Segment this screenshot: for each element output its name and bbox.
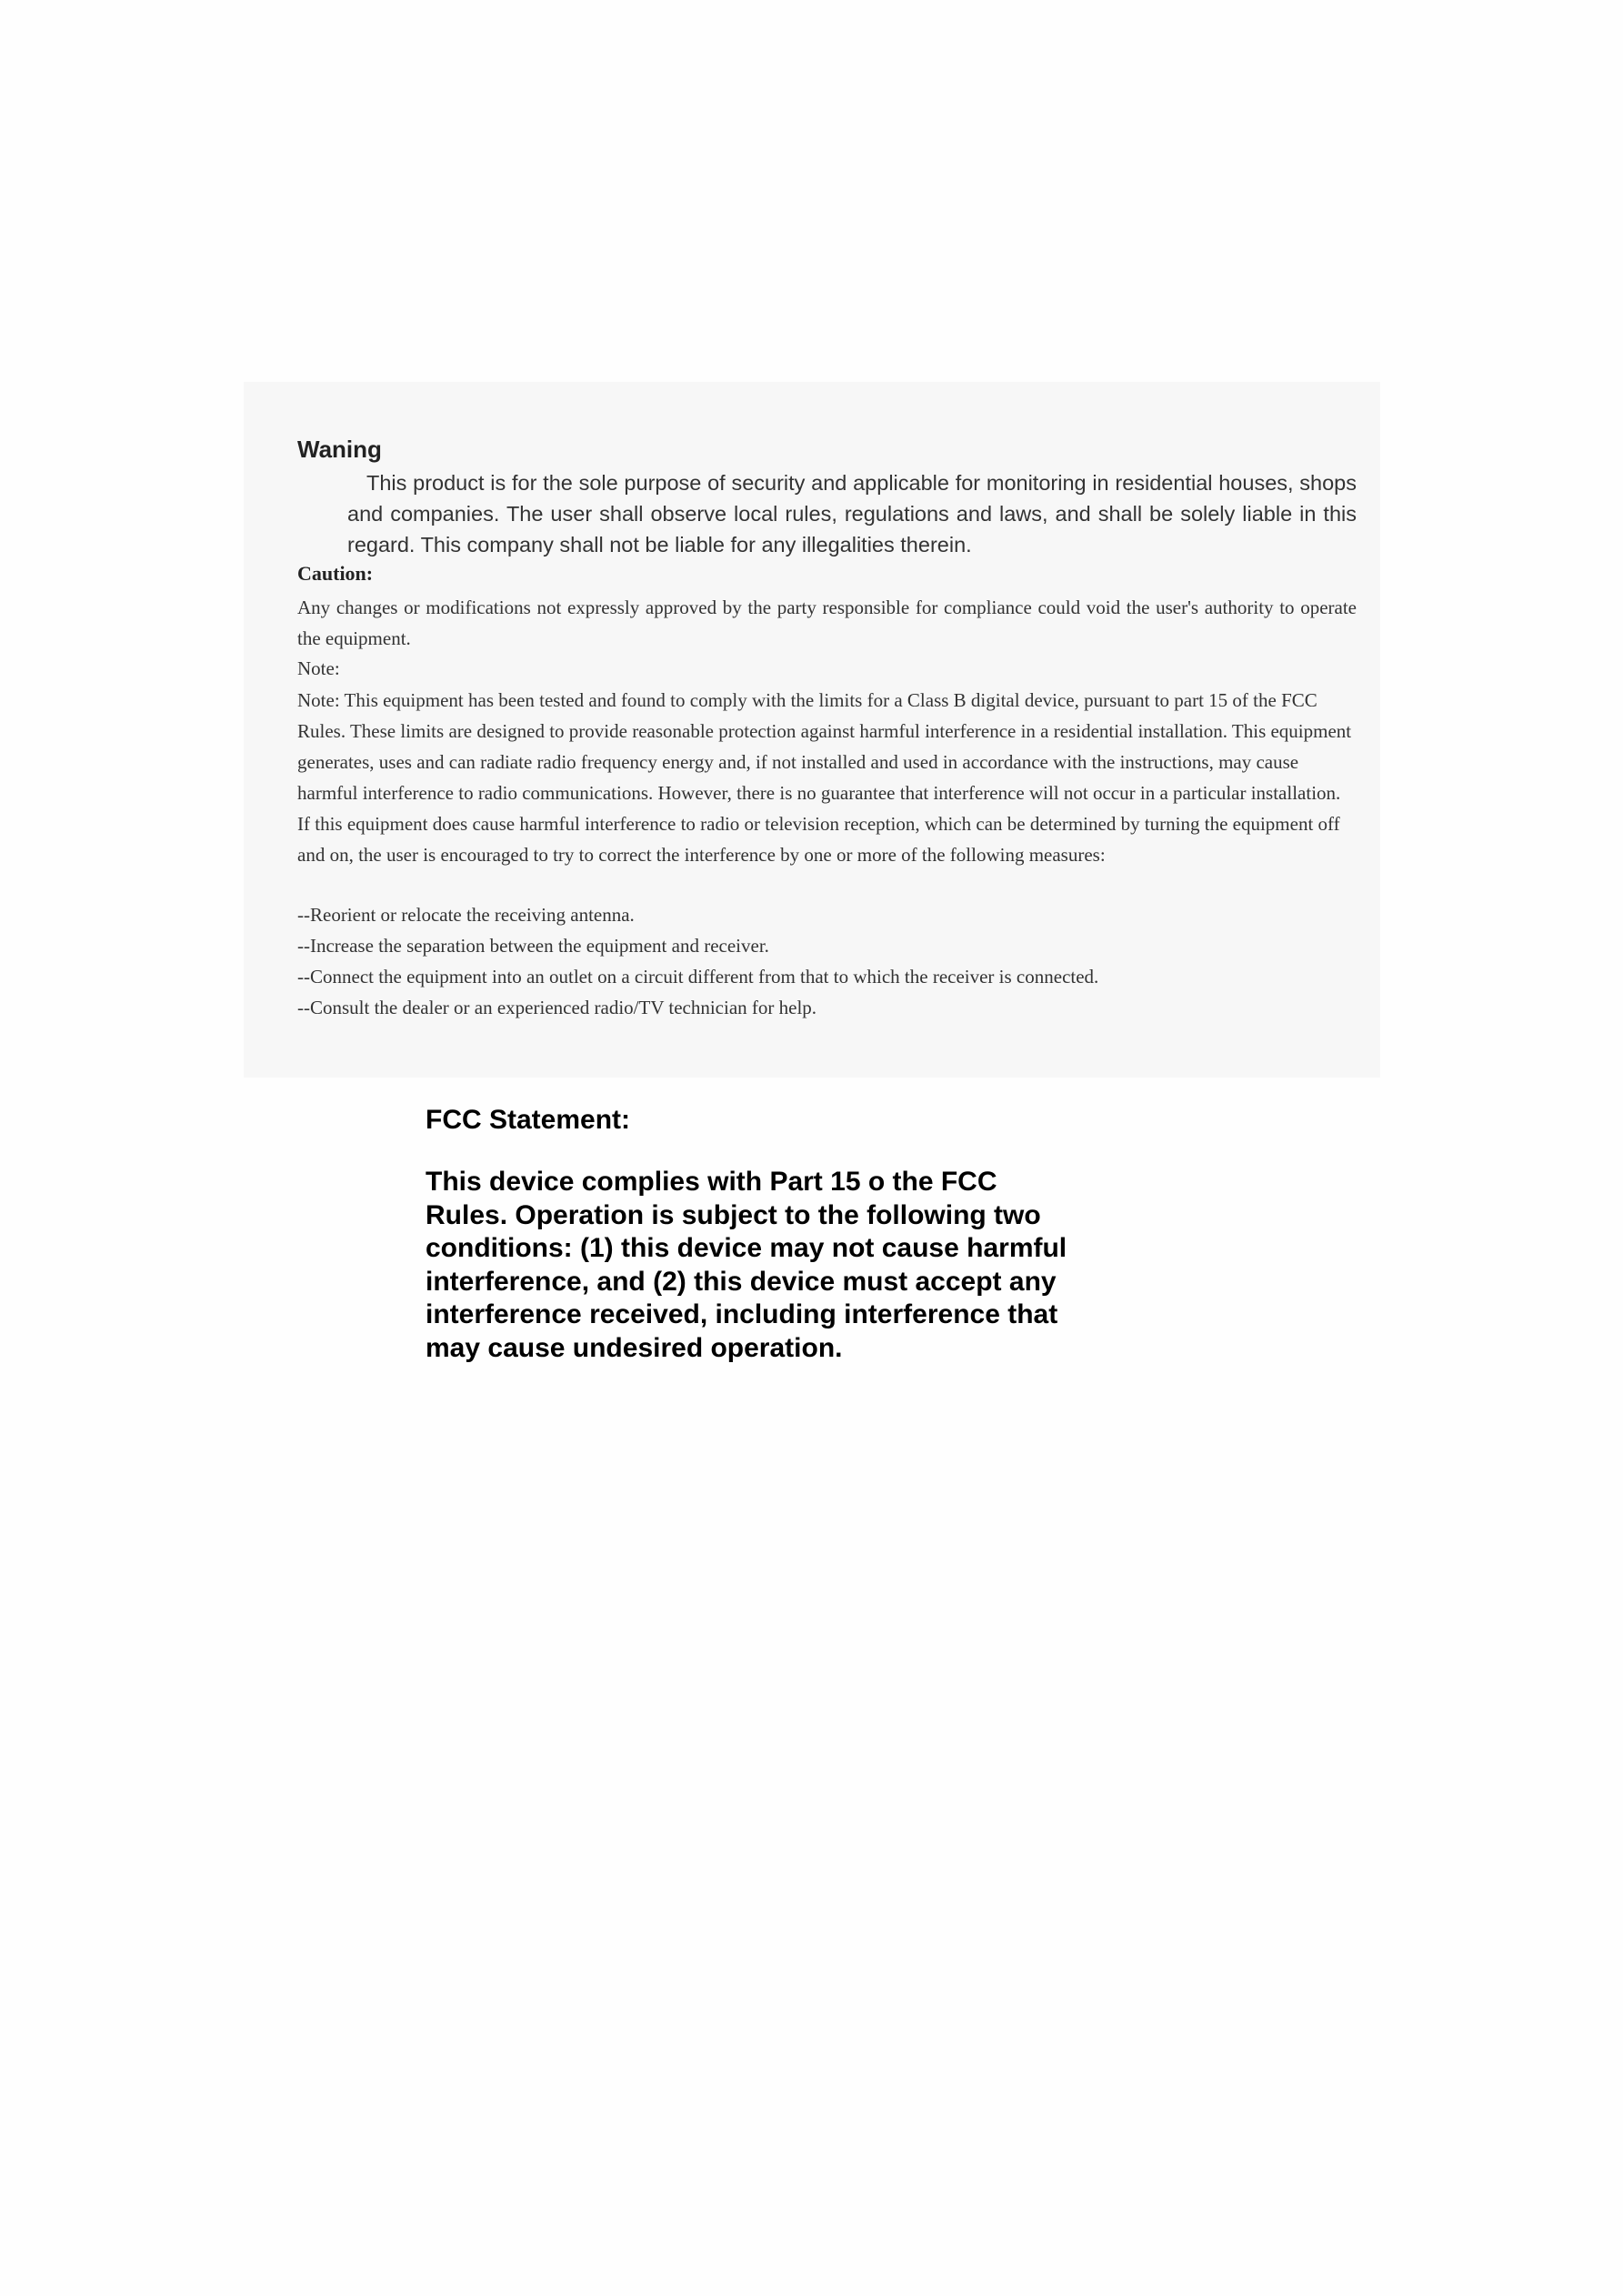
measure-item: --Reorient or relocate the receiving antenna. xyxy=(297,904,635,926)
warning-heading: Waning xyxy=(297,436,382,463)
fcc-statement-line: conditions: (1) this device may not cause harmful xyxy=(426,1233,1067,1263)
fcc-statement-line: Rules. Operation is subject to the following two xyxy=(426,1199,1041,1230)
measure-item: --Connect the equipment into an outlet on a circuit different from that to which the receiver is connected. xyxy=(297,966,1099,988)
fcc-statement-paragraph xyxy=(426,1166,1126,1365)
note-paragraph: Note: This equipment has been tested and found to comply with the limits for a Class B digital device, pursuant to part 15 of the FCC Rules. These limits are designed to provide reasonable protection against harmful interference in a residential installation. This equipment generates, uses and can radiate radio frequency energy and, if not installed and used in accordance with the instructions, may cause harmful interference to radio communications. However, there is no guarantee that interference will not occur in a particular installation. If this equipment does cause harmful interference to radio or television reception, which can be determined by turning the equipment off and on, the user is encouraged to try to correct the interference by one or more of the following measures: xyxy=(297,689,1352,866)
measure-item: --Consult the dealer or an experienced radio/TV technician for help. xyxy=(297,997,817,1018)
note-label: Note: xyxy=(297,657,340,679)
fcc-statement-line: This device complies with Part 15 o the FCC xyxy=(426,1167,997,1197)
caution-heading: Caution: xyxy=(297,562,374,585)
fcc-statement-line: interference received, including interference that xyxy=(426,1299,1058,1329)
measures-list xyxy=(297,899,1357,1023)
measure-item: --Increase the separation between the equipment and receiver. xyxy=(297,935,769,957)
caution-paragraph: Any changes or modifications not expressly approved by the party responsible for compliance could void the user's authority to operate the equipment. xyxy=(297,597,1357,649)
fcc-statement-line: interference, and (2) this device must accept any xyxy=(426,1266,1057,1297)
fcc-statement-line: may cause undesired operation. xyxy=(426,1332,843,1363)
fcc-statement-heading: FCC Statement: xyxy=(426,1105,631,1135)
warning-paragraph: This product is for the sole purpose of security and applicable for monitoring in residential houses, shops and companies. The user shall observe local rules, regulations and laws, and shall be solely liable in this regard. This company shall not be liable for any illegalities therein. xyxy=(347,471,1357,556)
